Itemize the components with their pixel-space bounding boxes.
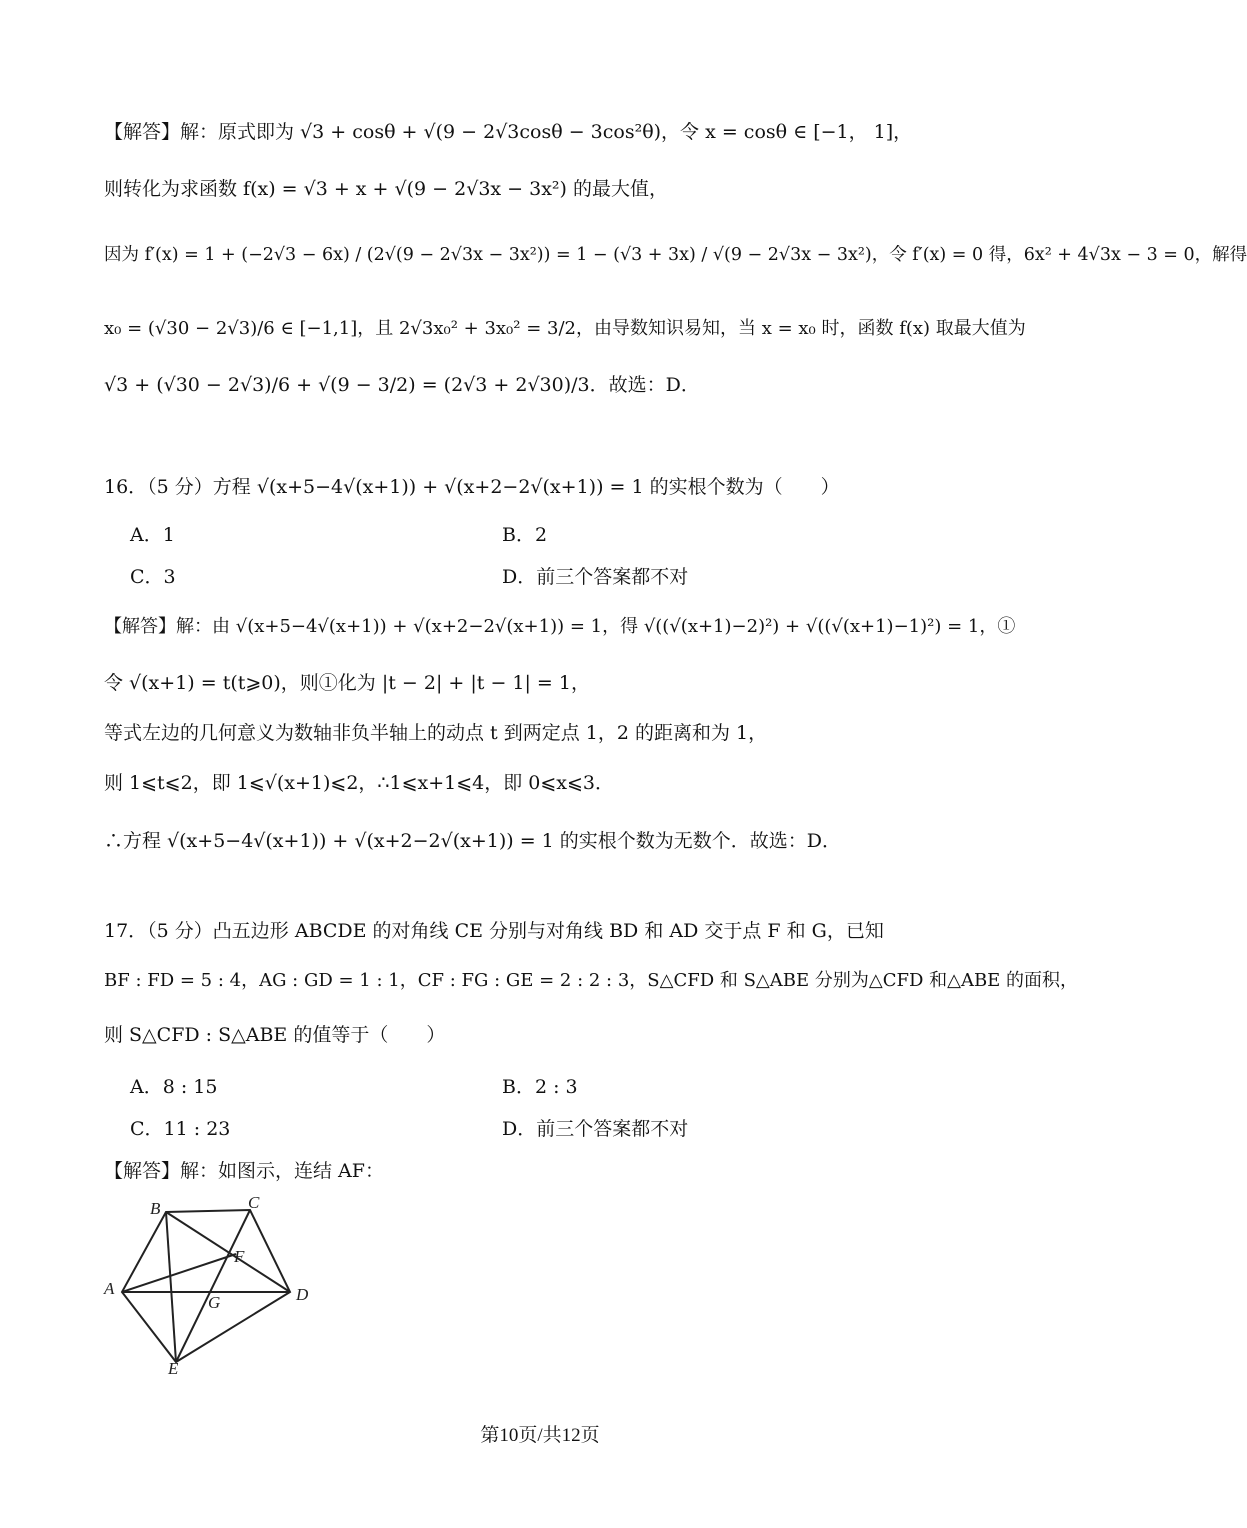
solution-17-line-1: 【解答】解：如图示，连结 AF： (104, 1160, 384, 1182)
solution-15-line-2: 则转化为求函数 f(x) = √3 + x + √(9 − 2√3x − 3x²) 的最大值， (104, 178, 668, 200)
label-f: F (234, 1247, 245, 1266)
q16-option-c: C．3 (130, 566, 176, 588)
label-c: C (248, 1193, 260, 1212)
solution-15-line-4: x₀ = (√30 − 2√3)/6 ∈ [−1,1]，且 2√3x₀² + 3x₀² = 3/2，由导数知识易知，当 x = x₀ 时，函数 f(x) 取最大值为 (104, 318, 1026, 339)
label-a: A (104, 1279, 115, 1298)
solution-16-line-2: 令 √(x+1) = t(t⩾0)，则①化为 |t − 2| + |t − 1| = 1， (104, 672, 590, 694)
label-b: B (150, 1199, 161, 1218)
question-17-line-2: BF : FD = 5 : 4，AG : GD = 1 : 1，CF : FG : GE = 2 : 2 : 3，S△CFD 和 S△ABE 分别为△CFD 和△ABE 的面积， (104, 970, 1079, 991)
q17-option-b: B．2 : 3 (502, 1076, 578, 1098)
solution-15-line-3: 因为 f′(x) = 1 + (−2√3 − 6x) / (2√(9 − 2√3x − 3x²)) = 1 − (√3 + 3x) / √(9 − 2√3x − 3x²)，令 f′(x) = 0 得，6x² + 4√3x − 3 = 0，解得 (104, 245, 1247, 265)
question-16: 16．（5 分）方程 √(x+5−4√(x+1)) + √(x+2−2√(x+1)) = 1 的实根个数为（ ） (104, 476, 840, 498)
label-d: D (296, 1285, 309, 1304)
q16-option-d: D．前三个答案都不对 (502, 566, 689, 588)
pentagon-outline (122, 1210, 290, 1362)
q17-option-c: C．11 : 23 (130, 1118, 231, 1140)
solution-15-line-5: √3 + (√30 − 2√3)/6 + √(9 − 3/2) = (2√3 + 2√30)/3．故选：D． (104, 374, 700, 396)
label-g: G (208, 1293, 221, 1312)
solution-15-line-1: 【解答】解：原式即为 √3 + cosθ + √(9 − 2√3cosθ − 3cos²θ)，令 x = cosθ ∈ [−1， 1]， (104, 121, 913, 143)
question-17-line-1: 17．（5 分）凸五边形 ABCDE 的对角线 CE 分别与对角线 BD 和 AD 交于点 F 和 G，已知 (104, 920, 884, 942)
pentagon-lines (122, 1210, 290, 1362)
diagonal-be (166, 1212, 176, 1362)
page-footer: 第10页/共12页 (480, 1425, 600, 1446)
solution-16-line-1: 【解答】解：由 √(x+5−4√(x+1)) + √(x+2−2√(x+1)) = 1，得 √((√(x+1)−2)²) + √((√(x+1)−1)²) = 1，① (104, 616, 1016, 637)
q17-option-a: A．8 : 15 (130, 1076, 218, 1098)
pentagon-figure (96, 1193, 326, 1386)
question-17-line-3: 则 S△CFD : S△ABE 的值等于（ ） (104, 1024, 446, 1046)
q16-option-a: A．1 (130, 524, 175, 546)
solution-16-line-4: 则 1⩽t⩽2，即 1⩽√(x+1)⩽2，∴1⩽x+1⩽4，即 0⩽x⩽3． (104, 772, 615, 794)
label-e: E (168, 1359, 179, 1378)
q17-option-d: D．前三个答案都不对 (502, 1118, 689, 1140)
solution-16-line-5: ∴方程 √(x+5−4√(x+1)) + √(x+2−2√(x+1)) = 1 的实根个数为无数个．故选：D． (104, 830, 842, 852)
solution-16-line-3: 等式左边的几何意义为数轴非负半轴上的动点 t 到两定点 1，2 的距离和为 1， (104, 722, 768, 744)
q16-option-b: B．2 (502, 524, 548, 546)
